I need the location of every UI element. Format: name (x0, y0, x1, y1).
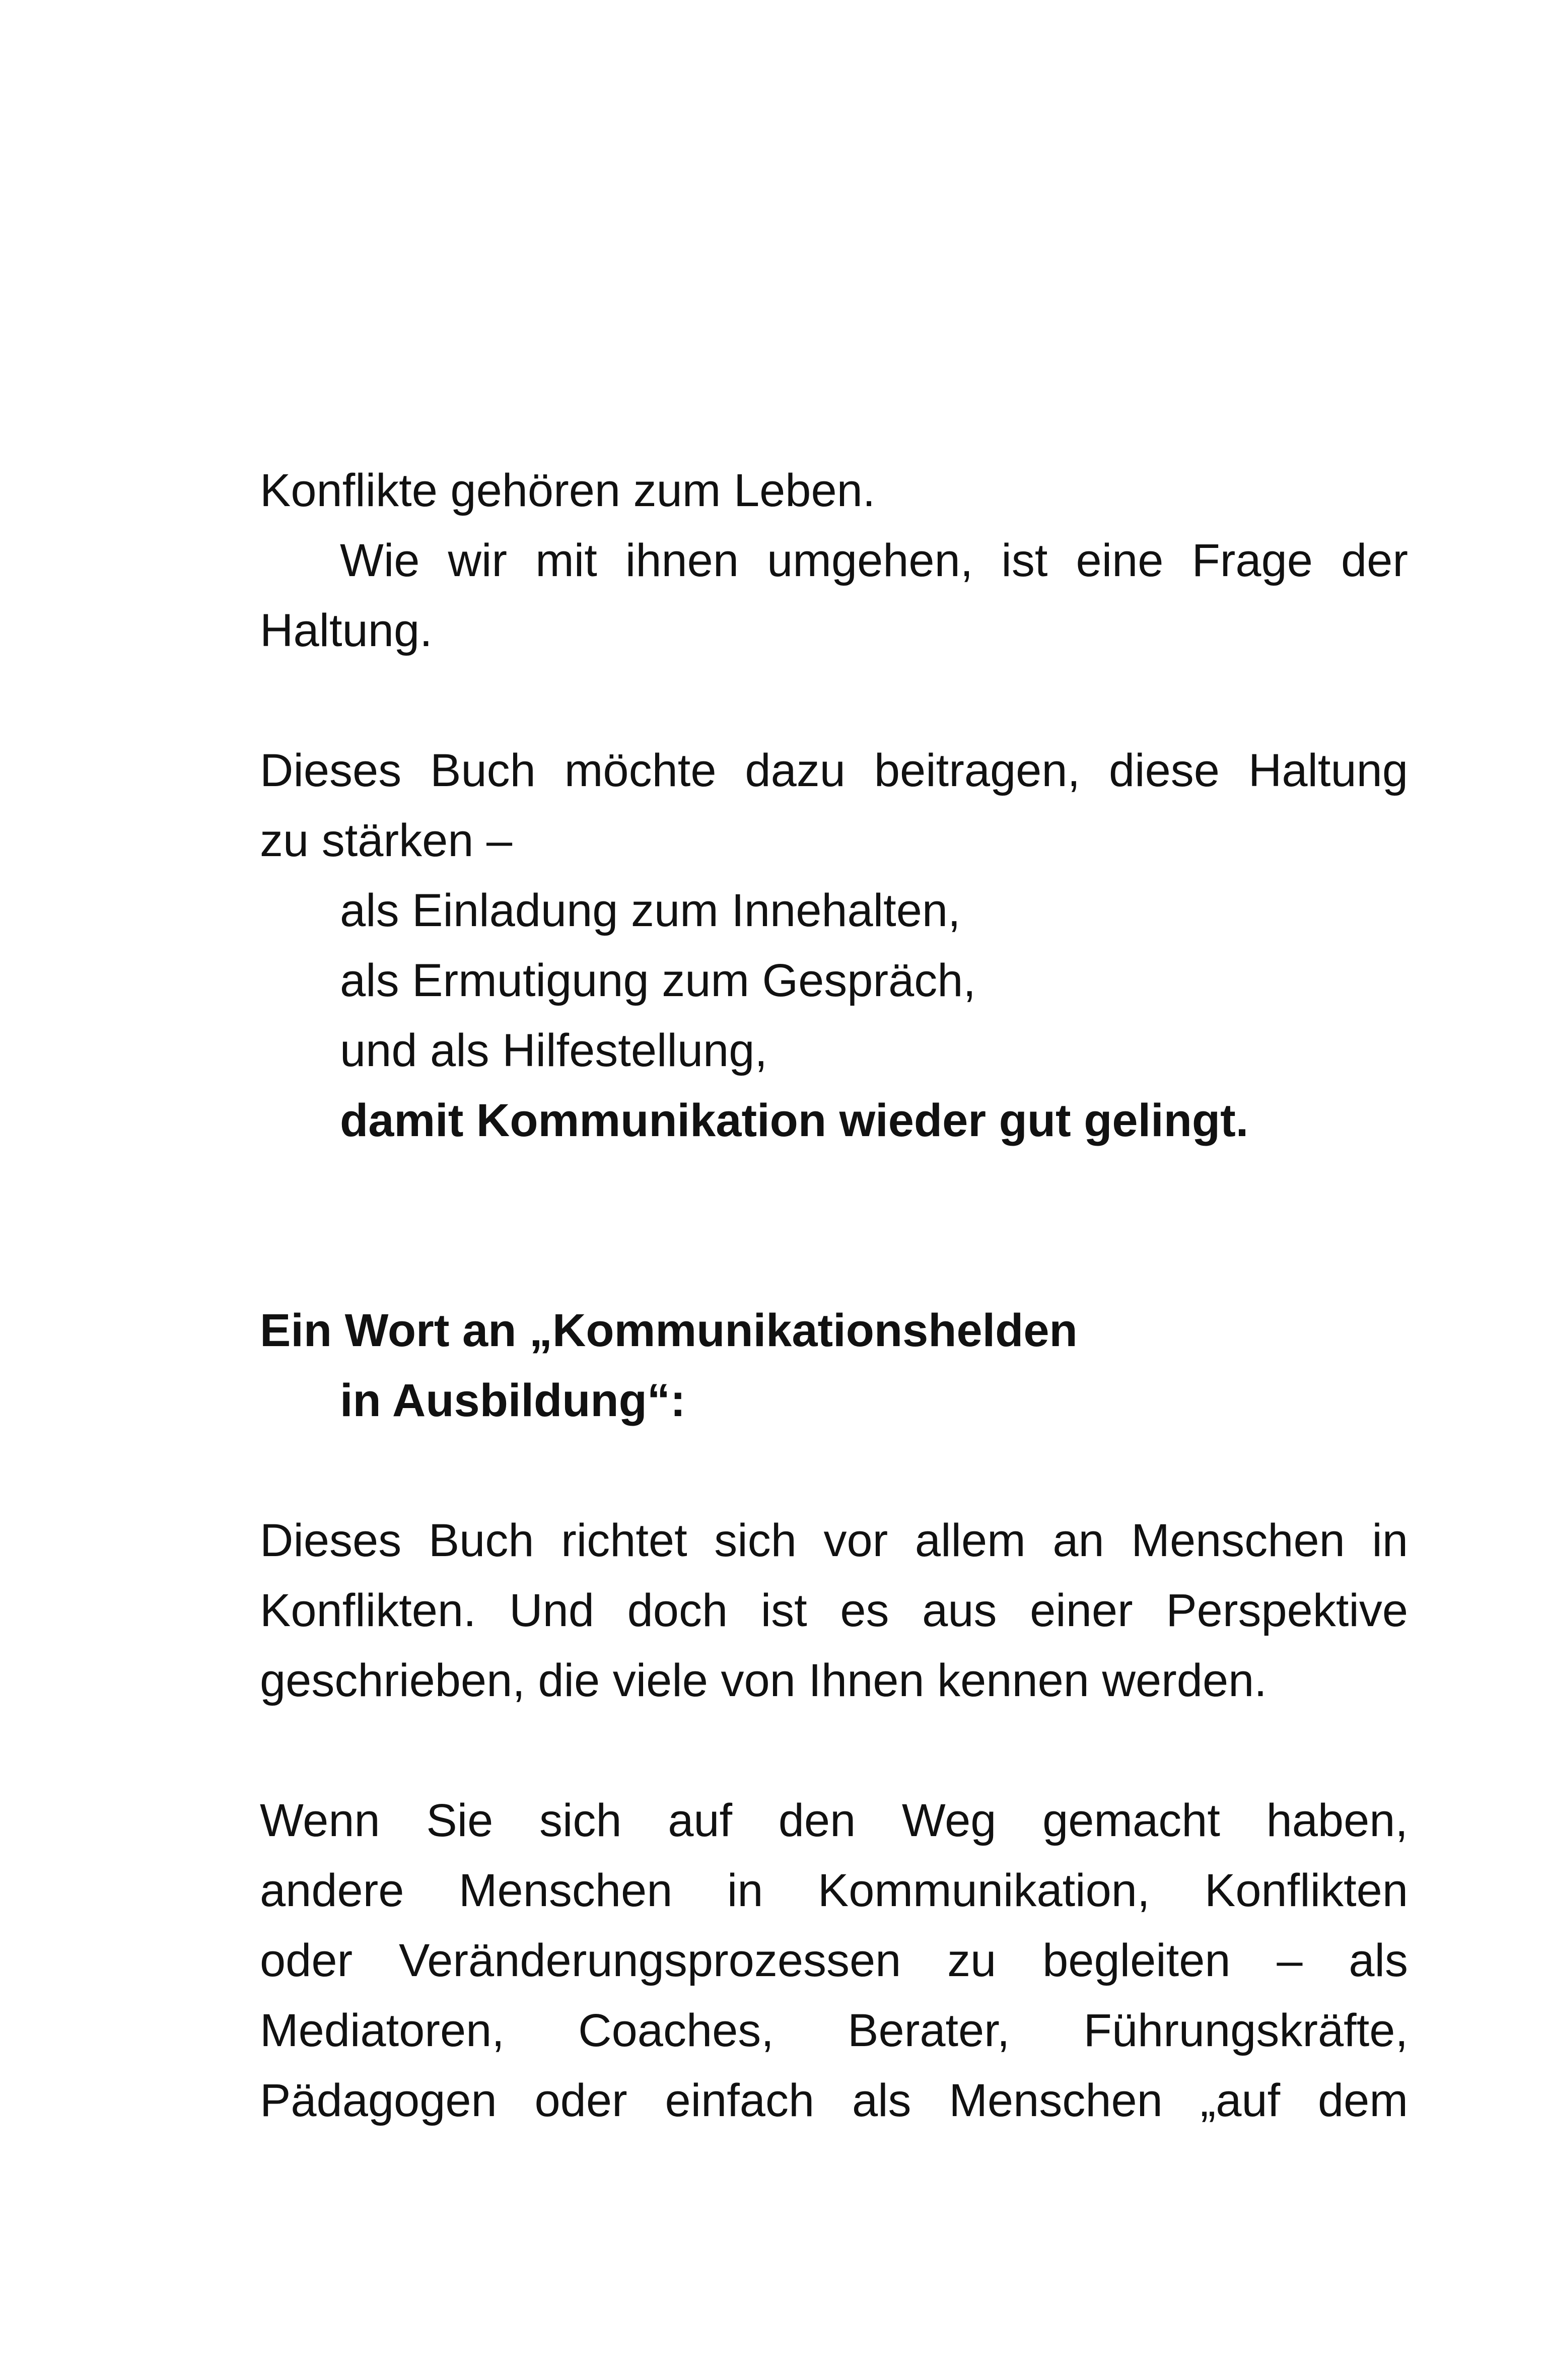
paragraph2-line-5: Pädagogen oder einfach als Menschen „auf dem (260, 2075, 1408, 2126)
purpose-item-2: als Ermutigung zum Gespräch, (340, 955, 976, 1006)
paragraph2-line-1: Wenn Sie sich auf den Weg gemacht haben, (260, 1795, 1408, 1846)
page-text (260, 456, 1408, 2136)
paragraph2-line-3: oder Veränderungsprozessen zu begleiten – als (260, 1935, 1408, 1986)
paragraph1-line-2: Konflikten. Und doch ist es aus einer Perspektive (260, 1585, 1408, 1636)
paragraph2-line-2: andere Menschen in Kommunikation, Konflikten (260, 1865, 1408, 1916)
purpose-emphasis: damit Kommunikation wieder gut gelingt. (340, 1095, 1249, 1146)
paragraph1-line-1: Dieses Buch richtet sich vor allem an Menschen in (260, 1515, 1408, 1566)
paragraph-gap (260, 666, 1408, 736)
paragraph2-line-4: Mediatoren, Coaches, Berater, Führungskräfte, (260, 2005, 1408, 2056)
purpose-item-3: und als Hilfestellung, (340, 1025, 767, 1076)
section-heading-line-1: Ein Wort an „Kommunikationshelden (260, 1305, 1078, 1356)
intro-line-3: Haltung. (260, 605, 433, 656)
purpose-item-1: als Einladung zum Innehalten, (340, 885, 961, 936)
intro-line-2: Wie wir mit ihnen umgehen, ist eine Frage der (340, 535, 1408, 586)
section-heading-line-2: in Ausbildung“: (340, 1375, 686, 1426)
paragraph1-line-3: geschrieben, die viele von Ihnen kennen werden. (260, 1655, 1267, 1706)
purpose-line-1: Dieses Buch möchte dazu beitragen, diese Haltung (260, 745, 1408, 796)
purpose-line-2: zu stärken – (260, 815, 513, 866)
intro-line-1: Konflikte gehören zum Leben. (260, 465, 876, 516)
paragraph-gap (260, 1716, 1408, 1786)
section-gap (260, 1156, 1408, 1296)
paragraph-gap (260, 1436, 1408, 1506)
